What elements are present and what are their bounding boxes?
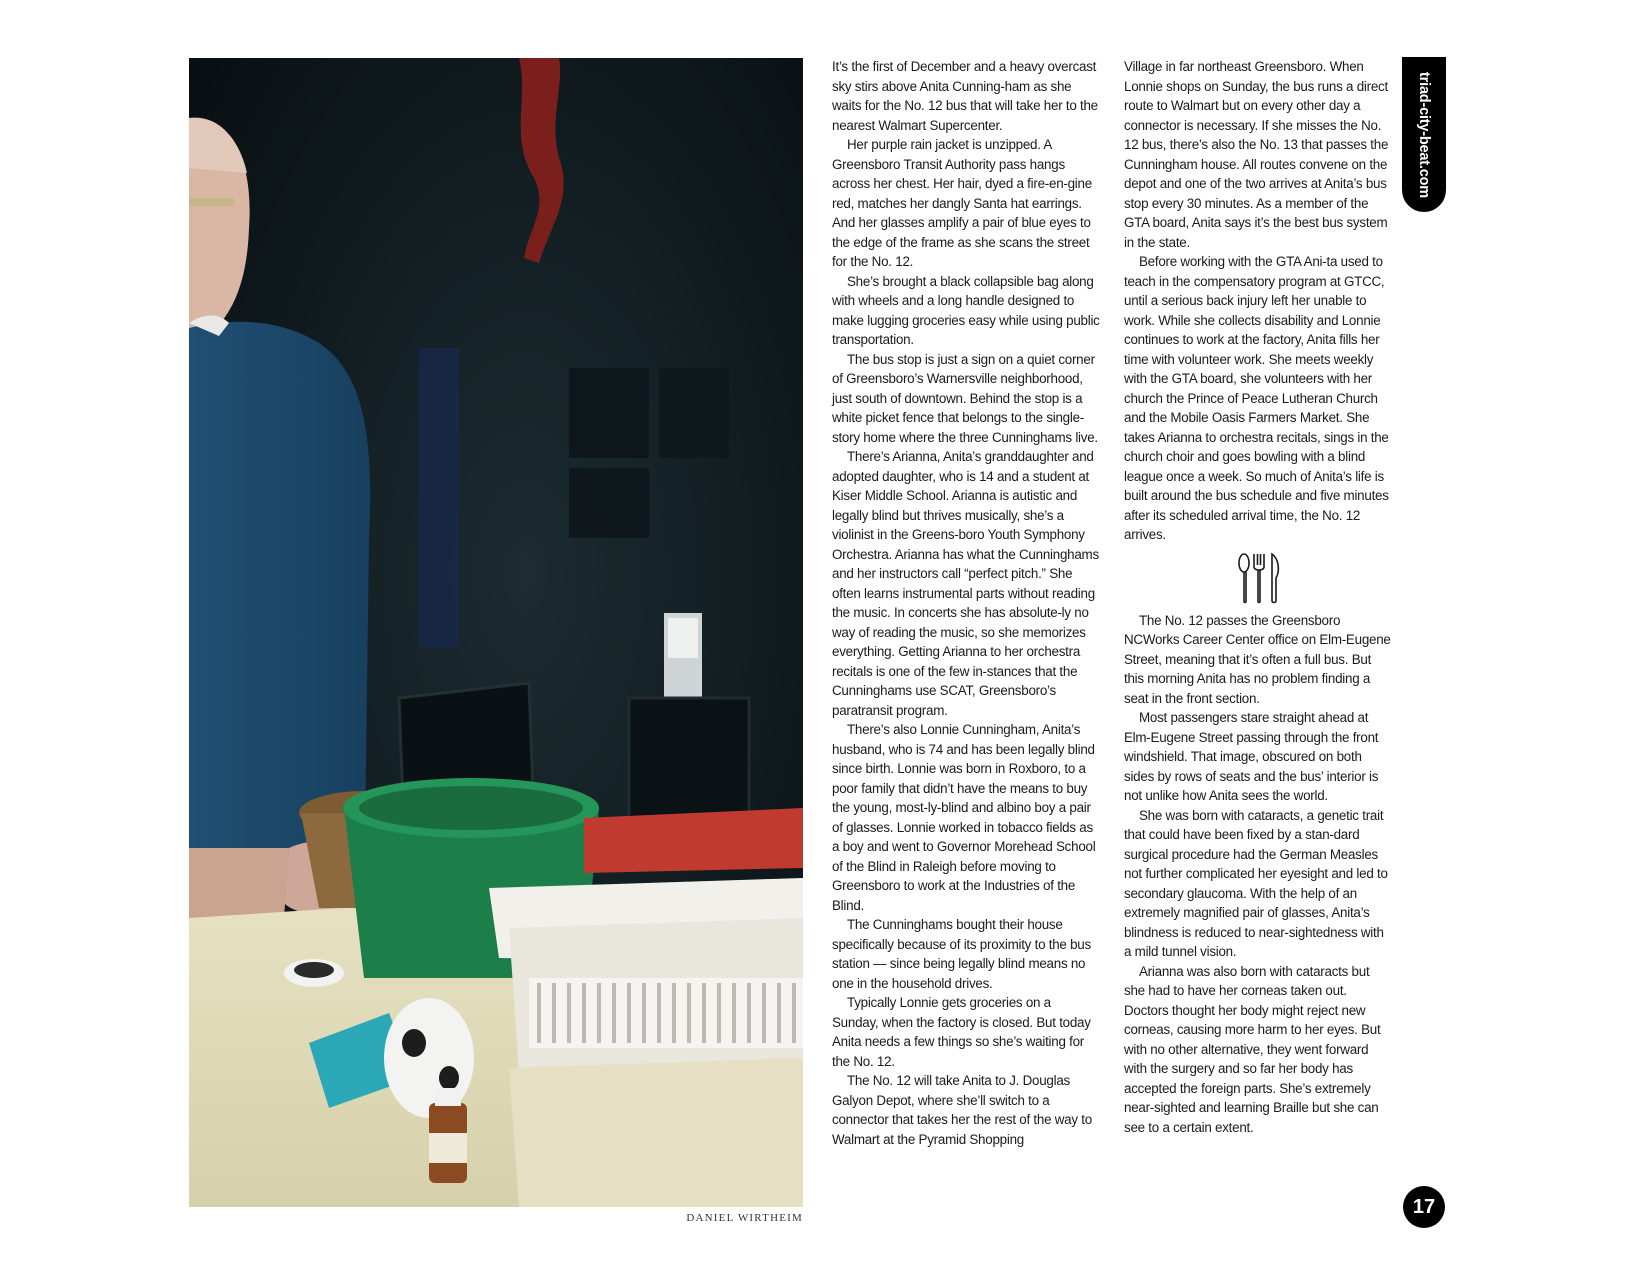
paragraph: The bus stop is just a sign on a quiet corner of Greensboro’s Warnersville neighborhood, just south of downtown. Behind the stop is a white picket fence that belongs to the single-story home where the three Cunninghams live. [832,351,1098,445]
paragraph: It’s the first of December and a heavy overcast sky stirs above Anita Cunning-ham as she waits for the No. 12 bus that will take her to the nearest Walmart Supercenter. [832,59,1098,133]
site-url-label: triad-city-beat.com [1416,72,1432,198]
paragraph: Before working with the GTA Ani-ta used to teach in the compensatory program at GTCC, until a serious back injury left her unable to work. While she collects disability and Lonnie continues to work at the factory, Anita fills her time with volunteer work. She meets weekly with the GTA board, she volunteers with her church the Prince of Peace Lutheran Church and the Mobile Oasis Farmers Market. She takes Arianna to orchestra recitals, sings in the church choir and goes bowling with a blind league once a week. So much of Anita’s life is built around the bus schedule and five minutes after its scheduled arrival time, the No. 12 arrives. [1124,254,1389,542]
paragraph: Arianna was also born with cataracts but she had to have her corneas taken out. Doctors thought her body might reject new corneas, causing more harm to her eyes. But with no other alternative, they went forward with the surgery and so far her body has accepted the foreign parts. She’s extremely near-sighted and learning Braille but she can see to a certain extent. [1124,963,1381,1135]
paragraph: The No. 12 passes the Greensboro NCWorks Career Center office on Elm-Eugene Street, meaning that it’s often a full bus. But this morning Anita has no problem finding a seat in the front section. [1124,612,1391,706]
article-column-1 [832,57,1100,1149]
page-number: 17 [1403,1186,1445,1228]
fork-spoon-knife-icon [1124,551,1392,605]
paragraph: The Cunninghams bought their house specifically because of its proximity to the bus station — since being legally blind means no one in the household drives. [832,917,1091,991]
paragraph: Typically Lonnie gets groceries on a Sunday, when the factory is closed. But today Anita needs a few things so she’s waiting for the No. 12. [832,995,1091,1069]
paragraph: Village in far northeast Greensboro. When Lonnie shops on Sunday, the bus runs a direct route to Walmart but on every other day a connector is necessary. If she misses the No. 12 bus, there’s also the No. 13 that passes the Cunningham house. All routes convene on the depot and one of the two arrives at Anita’s bus stop every 30 minutes. As a member of the GTA board, Anita says it’s the best bus system in the state. [1124,59,1389,250]
paragraph: Most passengers stare straight ahead at Elm-Eugene Street passing through the front windshield. That image, obscured on both sides by rows of seats and the bus’ interior is not unlike how Anita sees the world. [1124,710,1379,803]
article-column-2 [1124,57,1392,1137]
paragraph: She was born with cataracts, a genetic trait that could have been fixed by a stan-dard surgical procedure had the German Measles not further complicated her eyesight and led to secondary glaucoma. With the help of an extremely magnified pair of glasses, Anita’s blindness is reduced to near-sightedness with a mild tunnel vision. [1124,807,1388,959]
paragraph: The No. 12 will take Anita to J. Douglas Galyon Depot, where she’ll switch to a connector that takes her the rest of the way to Walmart at the Pyramid Shopping [832,1073,1092,1147]
photo-credit: DANIEL WIRTHEIM [686,1212,803,1224]
paragraph: There’s Arianna, Anita’s granddaughter and adopted daughter, who is 14 and a student at Kiser Middle School. Arianna is autistic and legally blind but thrives musically, she’s a violinist in the Greens-boro Youth Symphony Orchestra. Arianna has what the Cunninghams and her instructors call “perfect pitch.” She often learns instrumental parts without reading the music. In concerts she has absolute-ly no way of reading the music, so she memorizes everything. Getting Arianna to her orchestra recitals is one of the few in-stances that the Cunninghams use SCAT, Greensboro’s paratransit program. [832,449,1099,718]
site-url-tab [1402,57,1446,212]
photograph-image [189,58,803,1207]
paragraph: There’s also Lonnie Cunningham, Anita’s husband, who is 74 and has been legally blind since birth. Lonnie was born in Roxboro, to a poor family that didn’t have the means to buy the young, most-ly-blind and albino boy a pair of glasses. Lonnie worked in tobacco fields as a boy and went to Governor Morehead School of the Blind in Raleigh before moving to Greensboro to work at the Industries of the Blind. [832,722,1096,913]
paragraph: Her purple rain jacket is unzipped. A Greensboro Transit Authority pass hangs across her chest. Her hair, dyed a fire-en-gine red, matches her dangly Santa hat earrings. And her glasses amplify a pair of blue eyes to the edge of the frame as she scans the street for the No. 12. [832,137,1092,269]
article-photo [189,58,803,1207]
paragraph: She’s brought a black collapsible bag along with wheels and a long handle designed to make lugging groceries easy while using public transportation. [832,273,1100,347]
